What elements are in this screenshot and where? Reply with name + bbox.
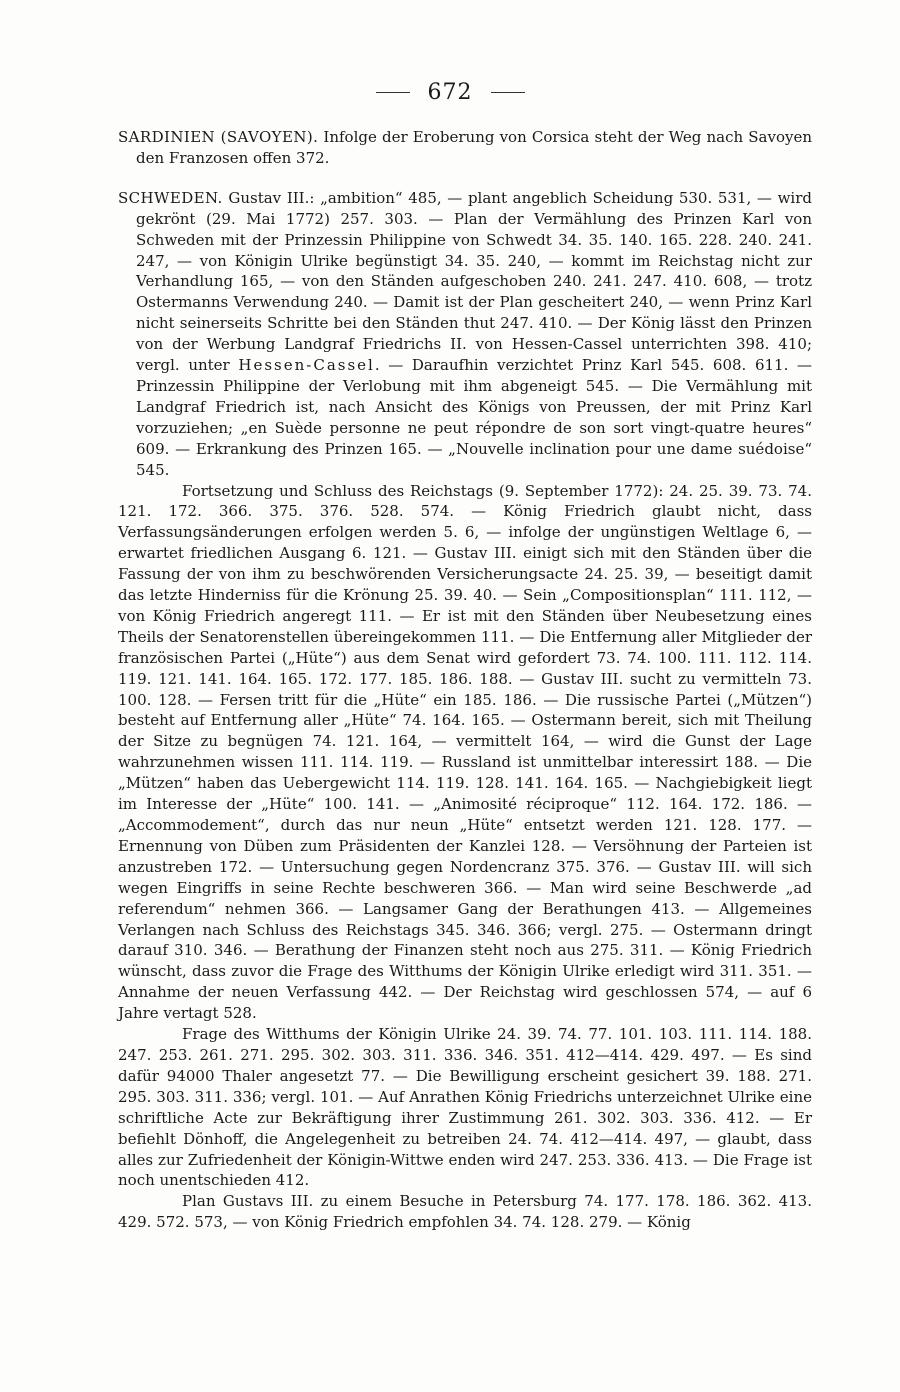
subentry-witthum [118,1024,812,1191]
subentry-besuch [118,1191,812,1233]
subentry-reichstag [118,481,812,1025]
entry-heading-sardinien: SARDINIEN (SAVOYEN). [118,128,319,146]
index-content [118,127,812,1233]
subentry-text-witthum: Frage des Witthums der Königin Ulrike 24. 39. 74. 77. 101. 103. 111. 114. 188. 247. 253. 261. 271. 295. 302. 303. 311. 336. 346. 351. 412—414. 429. 497. — Es sind dafür 94000 Thaler angesetzt 77. — Die Bewilligung erscheint gesichert 39. 188. 271. 295. 303. 311. 336; vergl. 101. — Auf Anrathen König Friedrichs unterzeichnet Ulrike eine schriftliche Acte zur Bekräftigung ihrer Zustimmung 261. 302. 303. 336. 412. — Er befiehlt Dönhoff, die Angelegenheit zu betreiben 24. 74. 412—414. 497, — glaubt, dass alles zur Zufriedenheit der Königin-Wittwe enden wird 247. 253. 336. 413. — Die Frage ist noch unentschieden 412. [118,1025,812,1190]
page-number [0,80,900,105]
cross-reference-hessen-cassel: Hessen-Cassel [238,356,375,375]
page-number-text: 672 [427,80,473,105]
entry-text-schweden-a: Gustav III.: „ambition“ 485, — plant angeblich Scheidung 530. 531, — wird gekrönt (29. Mai 1772) 257. 303. — Plan der Vermählung des Prinzen Karl von Schweden mit der Prinzessin Philippine von Schwedt 34. 35. 140. 165. 228. 240. 241. 247, — von Königin Ulrike begünstigt 34. 35. 240, — kommt im Reichstag nicht zur Verhandlung 165, — von den Ständen aufgeschoben 240. 241. 247. 410. 608, — trotz Ostermanns Verwendung 240. — Damit ist der Plan gescheitert 240, — wenn Prinz Karl nicht seinerseits Schritte bei den Ständen thut 247. 410. — Der König lässt den Prinzen von der Werbung Landgraf Friedrichs II. von Hessen-Cassel unterrichten 398. 410; vergl. unter [136,188,812,375]
subentry-text-reichstag: Fortsetzung und Schluss des Reichstags (9. September 1772): 24. 25. 39. 73. 74. 121. 172. 366. 375. 376. 528. 574. — König Friedrich glaubt nicht, dass Verfassungsänderungen erfolgen werden 5. 6, — infolge der ungünstigen Weltlage 6, — erwartet friedlichen Ausgang 6. 121. — Gustav III. einigt sich mit den Ständen über die Fassung der von ihm zu beschwörenden Versicherungsacte 24. 25. 39, — beseitigt damit das letzte Hinderniss für die Krönung 25. 39. 40. — Sein „Compositionsplan“ 111. 112, — von König Friedrich angeregt 111. — Er ist mit den Ständen über Neubesetzung eines Theils der Senatorenstellen übereingekommen 111. — Die Entfernung aller Mitglieder der französischen Partei („Hüte“) aus dem Senat wird gefordert 73. 74. 100. 111. 112. 114. 119. 121. 141. 164. 165. 172. 177. 185. 186. 188. — Gustav III. sucht zu vermitteln 73. 100. 128. — Fersen tritt für die „Hüte“ ein 185. 186. — Die russische Partei („Mützen“) besteht auf Entfernung aller „Hüte“ 74. 164. 165. — Ostermann bereit, sich mit Theilung der Sitze zu begnügen 74. 121. 164, — vermittelt 164, — wird die Gunst der Lage wahrzunehmen wissen 111. 114. 119. — Russland ist unmittelbar interessirt 188. — Die „Mützen“ haben das Uebergewicht 114. 119. 128. 141. 164. 165. — Nachgiebigkeit liegt im Interesse der „Hüte“ 100. 141. — „Animosité réciproque“ 112. 164. 172. 186. — „Accommodement“, durch das nur neun „Hüte“ entsetzt werden 121. 128. 177. — Ernennung von Düben zum Präsidenten der Kanzlei 128. — Versöhnung der Parteien ist anzustreben 172. — Untersuchung gegen Nordencranz 375. 376. — Gustav III. will sich wegen Eingriffs in seine Rechte beschweren 366. — Man wird seine Beschwerde „ad referendum“ nehmen 366. — Langsamer Gang der Berathungen 413. — Allgemeines Verlangen nach Schluss des Reichstags 345. 346. 366; vergl. 275. — Ostermann dringt darauf 310. 346. — Berathung der Finanzen steht noch aus 275. 311. — König Friedrich wünscht, dass zuvor die Frage des Witthums der Königin Ulrike erledigt wird 311. 351. — Annahme der neuen Verfassung 442. — Der Reichstag wird geschlossen 574, — auf 6 Jahre vertagt 528. [118,481,812,1023]
entry-text-sardinien: Infolge der Eroberung von Corsica steht der Weg nach Savoyen den Franzosen offen 372. [136,128,812,167]
entry-heading-schweden: SCHWEDEN. [118,188,223,207]
entry-sardinien [118,127,812,169]
subentry-text-besuch: Plan Gustavs III. zu einem Besuche in Petersburg 74. 177. 178. 186. 362. 413. 429. 572. 573, — von König Friedrich empfohlen 34. 74. 128. 279. — König [118,1192,812,1232]
page-number-rule-right [491,92,525,93]
entry-text-schweden-b: . — Daraufhin verzichtet Prinz Karl 545. 608. 611. — Prinzessin Philippine der Verlobung mit ihm abgeneigt 545. — Die Vermählung mit Landgraf Friedrich ist, nach Ansicht des Königs von Preussen, der mit Prinz Karl vorzuziehen; „en Suède personne ne peut répondre de son sort vingt-quatre heures“ 609. — Erkrankung des Prinzen 165. — „Nouvelle inclination pour une dame suédoise“ 545. [136,356,813,479]
entry-schweden [118,188,812,481]
page-number-rule-left [376,92,410,93]
